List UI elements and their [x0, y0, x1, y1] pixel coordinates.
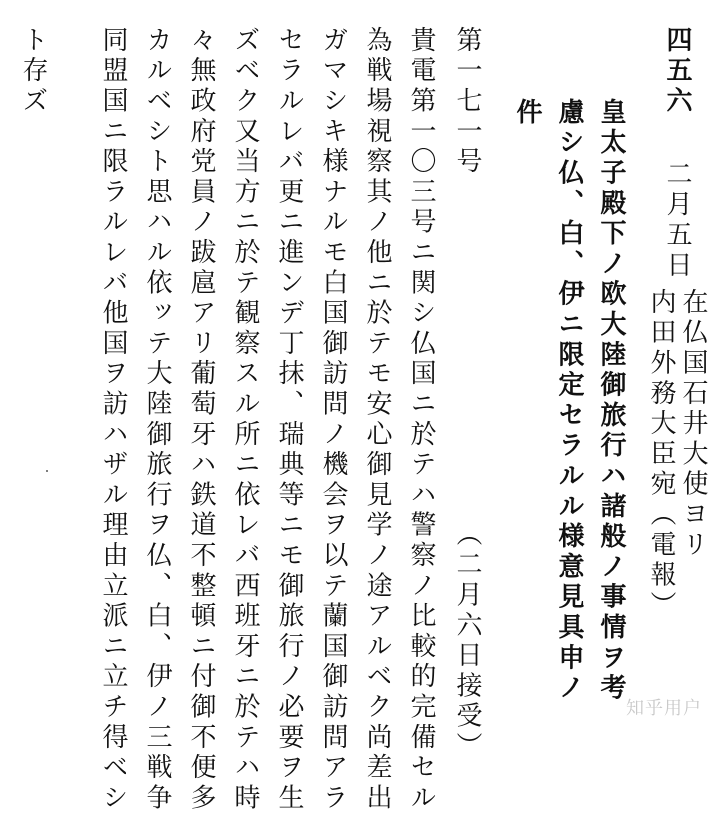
body-line-8: 同盟国ニ限ラルレバ他国ヲ訪ハザル理由立派ニ立チ得ベシ	[98, 26, 128, 814]
document-date: 二月五日	[662, 160, 692, 282]
subject-line-2: 慮シ仏、白、伊ニ限定セラルル様意見具申ノ	[554, 98, 584, 704]
subject-line-3: 件	[512, 98, 542, 129]
sender-line-1: 在仏国石井大使ヨリ	[678, 288, 708, 561]
telegram-number: 第一七一号	[452, 26, 482, 178]
body-line-6: 々無政府党員ノ跋扈アリ葡萄牙ハ鉄道不整頓ニ付御不便多	[186, 26, 216, 814]
document-number: 四五六	[662, 26, 692, 117]
scan-speck	[46, 470, 48, 472]
body-line-4: セラルレバ更ニ進ンデ丁抹、瑞典等ニモ御旅行ノ必要ヲ生	[274, 26, 304, 814]
body-line-1: 貴電第一〇三号ニ関シ仏国ニ於テハ警察ノ比較的完備セル	[406, 26, 436, 814]
received-date: （二月六日接受）	[452, 520, 482, 763]
body-line-3: ガマシキ様ナルモ白国御訪問ノ機会ヲ以テ蘭国御訪問アラ	[318, 26, 348, 814]
body-line-2: 為戦場視察其ノ他ニ於テモ安心御見学ノ途アルベク尚差出	[362, 26, 392, 814]
body-line-9: ト存ズ	[18, 26, 48, 117]
subject-line-1: 皇太子殿下ノ欧大陸御旅行ハ諸般ノ事情ヲ考	[596, 98, 626, 704]
body-line-5: ズベク又当方ニ於テ観察スル所ニ依レバ西班牙ニ於テハ時	[230, 26, 260, 814]
body-line-7: カルベシト思ハル依ッテ大陸御旅行ヲ仏、白、伊ノ三戦争	[142, 26, 172, 814]
watermark: 知乎用户	[626, 698, 702, 719]
sender-line-2: 内田外務大臣宛（電報）	[646, 288, 676, 622]
